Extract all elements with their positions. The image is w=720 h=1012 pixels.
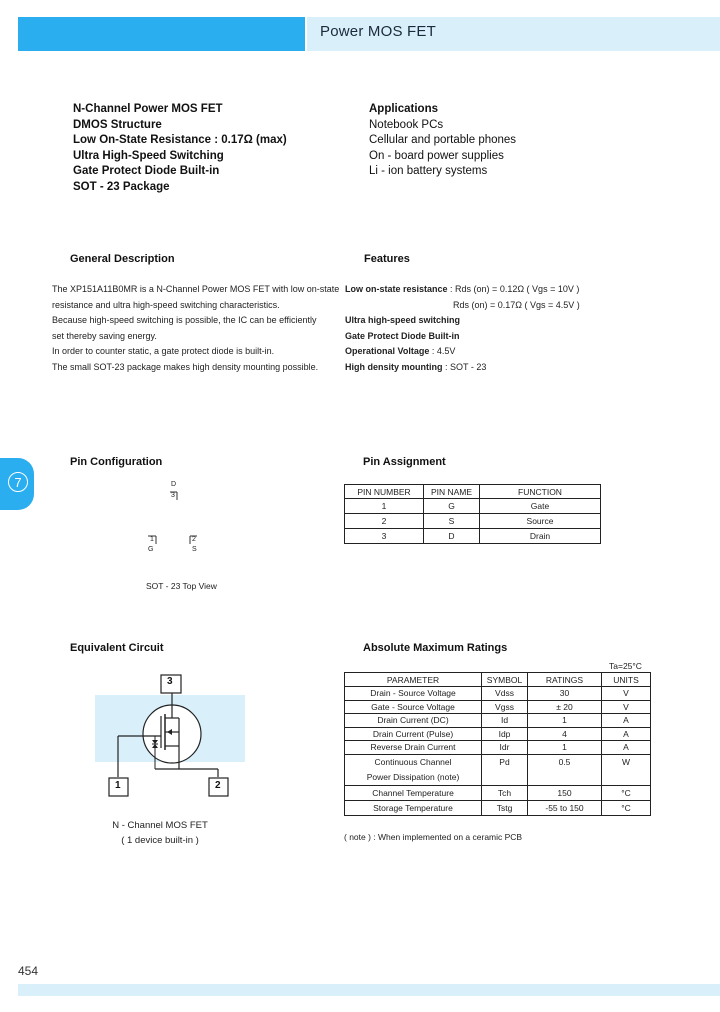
table-cell: Vdss xyxy=(482,687,528,701)
application-item: Cellular and portable phones xyxy=(369,134,517,147)
pin-assignment-table xyxy=(344,484,601,544)
circuit-pin2-label: 2 xyxy=(215,780,221,791)
pin-left-label: G xyxy=(148,546,154,553)
table-cell: Reverse Drain Current xyxy=(345,741,482,755)
table-cell: D xyxy=(424,529,480,544)
table-cell: 3 xyxy=(345,529,424,544)
feature-item: Low on-state resistance : Rds (on) = 0.12Ω ( Vgs = 10V ) xyxy=(345,284,580,294)
table-cell: 1 xyxy=(345,499,424,514)
table-header: RATINGS xyxy=(528,673,602,687)
table-cell xyxy=(345,754,482,785)
description-line: The XP151A11B0MR is a N-Channel Power MOS FET with low on-state xyxy=(52,284,340,294)
pin-top-label: D xyxy=(171,481,177,488)
table-cell: -55 to 150 xyxy=(528,800,602,815)
table-row xyxy=(345,800,651,815)
abs-max-table xyxy=(344,672,651,816)
table-cell: G xyxy=(424,499,480,514)
description-line: The small SOT-23 package makes high density mounting possible. xyxy=(52,361,319,372)
features-list xyxy=(345,282,625,376)
features-title: Features xyxy=(364,253,410,265)
table-cell: Source xyxy=(480,514,601,529)
table-cell: Drain Current (DC) xyxy=(345,714,482,728)
feature-item: Ultra high-speed switching xyxy=(345,315,461,326)
table-cell: Gate - Source Voltage xyxy=(345,700,482,714)
table-cell: 30 xyxy=(528,687,602,701)
table-cell: W xyxy=(602,754,651,785)
spec-list xyxy=(73,102,287,196)
table-cell: 0.5 xyxy=(528,754,602,785)
table-cell: Gate xyxy=(480,499,601,514)
spec-item: Gate Protect Diode Built-in xyxy=(73,165,220,178)
table-cell: Channel Temperature xyxy=(345,785,482,800)
equivalent-circuit-caption xyxy=(100,818,220,848)
abs-max-title: Absolute Maximum Ratings xyxy=(363,642,508,654)
table-cell: A xyxy=(602,741,651,755)
application-item: Notebook PCs xyxy=(369,118,444,131)
equivalent-circuit-diagram xyxy=(95,674,245,804)
table-row xyxy=(345,499,601,514)
feature-item: Rds (on) = 0.17Ω ( Vgs = 4.5V ) xyxy=(453,299,580,310)
table-cell: 1 xyxy=(528,741,602,755)
pin-assignment-title: Pin Assignment xyxy=(363,456,446,468)
table-cell: A xyxy=(602,727,651,741)
table-row xyxy=(345,529,601,544)
spec-item: DMOS Structure xyxy=(73,118,162,131)
feature-item: Gate Protect Diode Built-in xyxy=(345,330,460,341)
circuit-caption-line: ( 1 device built-in ) xyxy=(121,835,199,846)
general-description-title: General Description xyxy=(70,253,175,265)
table-cell: Tstg xyxy=(482,800,528,815)
table-cell: °C xyxy=(602,800,651,815)
table-cell: Idp xyxy=(482,727,528,741)
table-cell-line: Continuous Channel xyxy=(374,756,452,767)
description-line: Because high-speed switching is possible, the IC can be efficiently xyxy=(52,315,317,326)
table-cell-line: Power Dissipation (note) xyxy=(366,771,460,782)
pin-top-number: 3 xyxy=(171,492,175,499)
table-row xyxy=(345,687,651,701)
table-cell: V xyxy=(602,700,651,714)
table-cell: 2 xyxy=(345,514,424,529)
table-row xyxy=(345,700,651,714)
table-cell: Drain xyxy=(480,529,601,544)
table-header-row xyxy=(345,673,651,687)
table-cell: Vgss xyxy=(482,700,528,714)
circuit-pin1-label: 1 xyxy=(115,780,121,791)
circuit-caption-line: N - Channel MOS FET xyxy=(112,820,208,831)
feature-item: Operational Voltage : 4.5V xyxy=(345,346,456,357)
table-cell: Drain - Source Voltage xyxy=(345,687,482,701)
spec-item: N-Channel Power MOS FET xyxy=(73,103,223,115)
table-cell: A xyxy=(602,714,651,728)
pin-configuration-title: Pin Configuration xyxy=(70,456,163,468)
table-header: FUNCTION xyxy=(480,485,601,499)
application-item: On - board power supplies xyxy=(369,149,504,162)
table-cell: 1 xyxy=(528,714,602,728)
spec-item: Low On-State Resistance : 0.17Ω (max) xyxy=(73,134,287,147)
table-cell: 4 xyxy=(528,727,602,741)
table-row xyxy=(345,514,601,529)
circuit-pin3-label: 3 xyxy=(167,676,173,687)
feature-item: High density mounting : SOT - 23 xyxy=(345,361,487,372)
pin-configuration-caption: SOT - 23 Top View xyxy=(146,581,217,591)
table-cell: Pd xyxy=(482,754,528,785)
page-title: Power MOS FET xyxy=(320,23,436,40)
table-cell: 150 xyxy=(528,785,602,800)
table-header: PIN NUMBER xyxy=(345,485,424,499)
table-header: SYMBOL xyxy=(482,673,528,687)
spec-item: SOT - 23 Package xyxy=(73,180,170,193)
table-cell: Idr xyxy=(482,741,528,755)
table-header: UNITS xyxy=(602,673,651,687)
table-cell: S xyxy=(424,514,480,529)
table-header: PIN NAME xyxy=(424,485,480,499)
general-description-body xyxy=(52,282,342,376)
table-cell: Id xyxy=(482,714,528,728)
table-header-row xyxy=(345,485,601,499)
equivalent-circuit-title: Equivalent Circuit xyxy=(70,642,164,654)
table-cell: ± 20 xyxy=(528,700,602,714)
table-cell: °C xyxy=(602,785,651,800)
abs-max-note: ( note ) : When implemented on a ceramic PCB xyxy=(344,832,523,842)
description-line: In order to counter static, a gate protect diode is built-in. xyxy=(52,346,275,357)
description-line: set thereby saving energy. xyxy=(52,330,157,341)
table-row xyxy=(345,727,651,741)
table-cell: V xyxy=(602,687,651,701)
pin-left-number: 1 xyxy=(150,536,154,543)
table-header: PARAMETER xyxy=(345,673,482,687)
application-item: Li - ion battery systems xyxy=(369,165,488,178)
abs-max-condition: Ta=25°C xyxy=(609,661,642,671)
page-number: 454 xyxy=(18,964,39,978)
chapter-number: 7 xyxy=(8,472,28,492)
applications-title: Applications xyxy=(369,103,439,115)
footer-band xyxy=(18,984,720,996)
table-cell: Storage Temperature xyxy=(345,800,482,815)
sot23-package-diagram xyxy=(140,478,220,558)
table-row xyxy=(345,754,651,785)
table-cell: Tch xyxy=(482,785,528,800)
pin-right-number: 2 xyxy=(192,536,196,543)
table-cell: Drain Current (Pulse) xyxy=(345,727,482,741)
table-row xyxy=(345,714,651,728)
description-line: resistance and ultra high-speed switching characteristics. xyxy=(52,299,280,310)
applications xyxy=(369,102,516,180)
table-row xyxy=(345,741,651,755)
spec-item: Ultra High-Speed Switching xyxy=(73,149,224,162)
pin-right-label: S xyxy=(192,546,197,553)
table-row xyxy=(345,785,651,800)
header-band-left xyxy=(18,17,305,51)
